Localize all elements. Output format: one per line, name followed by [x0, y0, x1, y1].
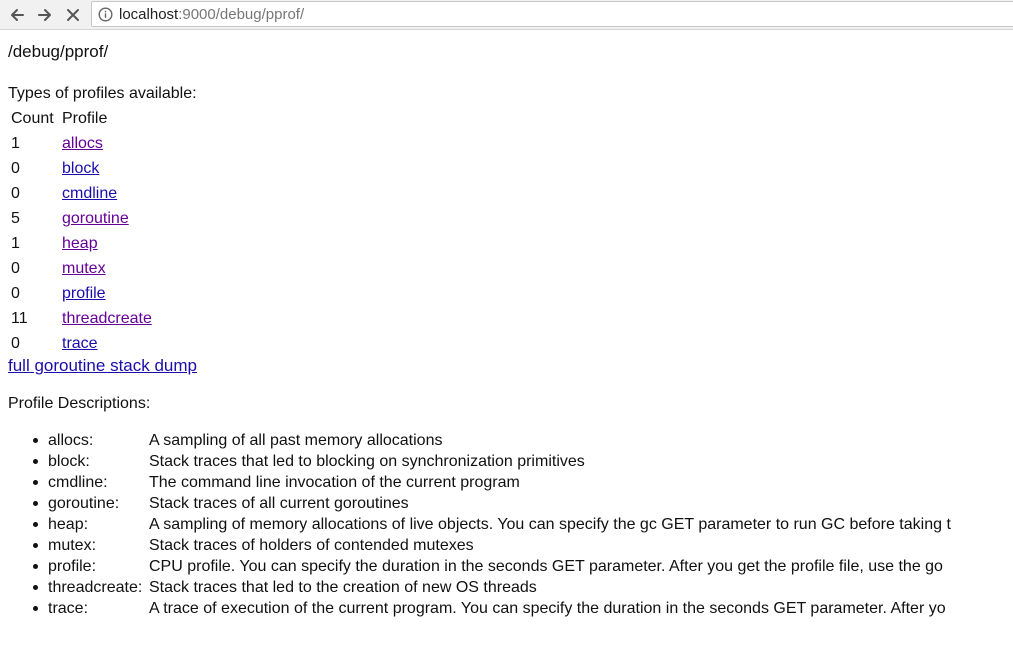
- info-icon: [98, 7, 113, 22]
- count-column-header: Count: [11, 110, 54, 127]
- stop-button[interactable]: [61, 3, 85, 27]
- profile-cell: [59, 181, 155, 206]
- description-text: A trace of execution of the current program. You can specify the duration in the seconds GET parameter. After yo: [149, 600, 946, 617]
- descriptions-heading: Profile Descriptions:: [8, 395, 151, 412]
- profile-link[interactable]: mutex: [62, 260, 106, 277]
- profile-count: 5: [11, 210, 20, 227]
- table-row: [8, 156, 155, 181]
- list-item: [48, 556, 1013, 577]
- list-item: [48, 472, 1013, 493]
- table-row: [8, 131, 155, 156]
- profiles-table: [8, 106, 155, 356]
- profiles-heading: Types of profiles available:: [8, 85, 197, 102]
- description-text: Stack traces of all current goroutines: [149, 495, 409, 512]
- full-goroutine-dump-link[interactable]: full goroutine stack dump: [8, 356, 197, 375]
- list-item: [48, 493, 1013, 514]
- table-row: [8, 256, 155, 281]
- description-text: The command line invocation of the current program: [149, 474, 520, 491]
- url-path: :9000/debug/pprof/: [178, 6, 305, 23]
- table-row: [8, 306, 155, 331]
- description-text: Stack traces of holders of contended mutexes: [149, 537, 474, 554]
- profile-cell: [59, 156, 155, 181]
- profile-count: 0: [11, 285, 20, 302]
- table-row: [8, 331, 155, 356]
- profile-cell: [59, 131, 155, 156]
- descriptions-list: [0, 430, 1013, 619]
- profile-cell: [59, 256, 155, 281]
- description-text: Stack traces that led to blocking on synchronization primitives: [149, 453, 585, 470]
- profile-cell: [59, 281, 155, 306]
- profile-count: 0: [11, 160, 20, 177]
- profile-link[interactable]: heap: [62, 235, 98, 252]
- list-item: [48, 598, 1013, 619]
- description-name: trace:: [48, 600, 89, 617]
- description-name: profile:: [48, 558, 97, 575]
- profile-link[interactable]: block: [62, 160, 100, 177]
- profile-link[interactable]: profile: [62, 285, 106, 302]
- list-item: [48, 535, 1013, 556]
- list-item: [48, 430, 1013, 451]
- description-text: Stack traces that led to the creation of new OS threads: [149, 579, 537, 596]
- url-host: localhost: [119, 6, 179, 23]
- page-title: /debug/pprof/: [8, 42, 109, 61]
- profile-count: 0: [11, 185, 20, 202]
- description-name: mutex:: [48, 537, 97, 554]
- address-bar[interactable]: [91, 1, 1013, 27]
- forward-button[interactable]: [33, 3, 57, 27]
- description-text: CPU profile. You can specify the duration in the seconds GET parameter. After you get the profile file, use the go: [149, 558, 943, 575]
- description-text: A sampling of memory allocations of live objects. You can specify the gc GET parameter to run GC before taking t: [149, 516, 951, 533]
- table-row: [8, 281, 155, 306]
- list-item: [48, 577, 1013, 598]
- profile-link[interactable]: allocs: [62, 135, 103, 152]
- description-name: block:: [48, 453, 90, 470]
- description-name: allocs:: [48, 432, 94, 449]
- profile-link[interactable]: goroutine: [62, 210, 129, 227]
- description-text: A sampling of all past memory allocations: [149, 432, 443, 449]
- profile-count: 11: [11, 310, 28, 327]
- profile-link[interactable]: cmdline: [62, 185, 118, 202]
- profile-cell: [59, 206, 155, 231]
- profile-count: 1: [11, 235, 20, 252]
- arrow-right-icon: [36, 6, 54, 24]
- description-name: threadcreate:: [48, 579, 143, 596]
- arrow-left-icon: [8, 6, 26, 24]
- profile-cell: [59, 306, 155, 331]
- url-text: [119, 6, 304, 24]
- list-item: [48, 514, 1013, 535]
- profile-link[interactable]: trace: [62, 335, 98, 352]
- profile-cell: [59, 231, 155, 256]
- list-item: [48, 451, 1013, 472]
- table-row: [8, 181, 155, 206]
- profile-count: 1: [11, 135, 20, 152]
- profile-cell: [59, 331, 155, 356]
- profile-column-header: Profile: [62, 110, 108, 127]
- profile-count: 0: [11, 335, 20, 352]
- profile-link[interactable]: threadcreate: [62, 310, 152, 327]
- table-row: [8, 206, 155, 231]
- back-button[interactable]: [5, 3, 29, 27]
- profile-count: 0: [11, 260, 20, 277]
- description-name: goroutine:: [48, 495, 120, 512]
- browser-toolbar: [0, 0, 1013, 30]
- table-row: [8, 231, 155, 256]
- close-icon: [64, 6, 82, 24]
- description-name: cmdline:: [48, 474, 108, 491]
- description-name: heap:: [48, 516, 89, 533]
- table-header-row: [8, 106, 155, 131]
